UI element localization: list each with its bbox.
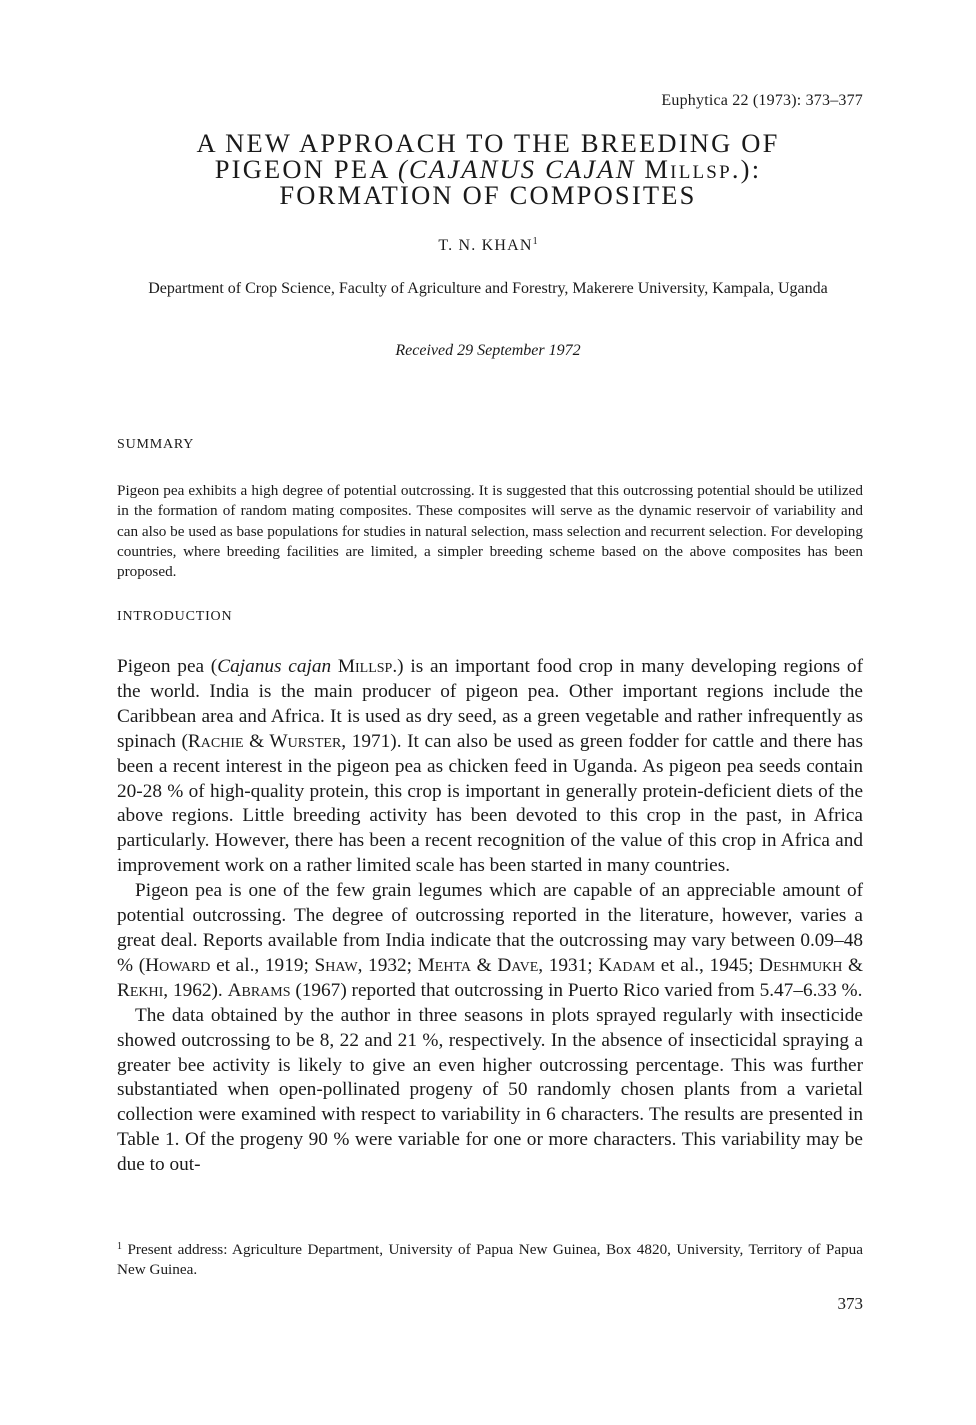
summary-heading: SUMMARY: [117, 437, 195, 452]
title-line-2: [110, 156, 866, 182]
citation-author: Kadam: [598, 954, 656, 976]
text-run: , 1962).: [163, 979, 228, 1001]
article-title: [110, 130, 866, 208]
summary-text: Pigeon pea exhibits a high degree of potential outcrossing. It is suggested that this outcrossing potential should be utilized in the formation of random mating composites. These composites will serve as the dynamic reservoir of variability and can also be used as base populations for studies in natural selection, mass selection and recurrent selection. For developing countries, where breeding facilities are limited, a simpler breeding scheme based on the above composites has been proposed.: [117, 482, 863, 581]
text-run: ) is an important food crop in many developing regions of the world. India is the main producer of pigeon pea. Other important regions include the Caribbean area and Africa. It is used as dry seed, as a green vegetable and rather infrequently as spinach (: [117, 656, 863, 752]
author-affiliation: Department of Crop Science, Faculty of Agriculture and Forestry, Makerere University, Kampala, Uganda: [148, 280, 828, 297]
citation-author: Howard: [145, 954, 211, 976]
title-line-3: FORMATION OF COMPOSITES: [279, 180, 697, 210]
text-run: et al., 1919;: [210, 954, 315, 976]
intro-paragraph-3: The data obtained by the author in three seasons in plots sprayed regularly with insecticide showed outcrossing to be 8, 22 and 21 %, respectively. In the absence of insecticidal spraying a greater bee activity is likely to give an even higher outcrossing percentage. This was further substantiated when open-pollinated progeny of 50 randomly chosen plants from a varietal collection were examined with respect to variability in 6 characters. The results are presented in Table 1. Of the progeny 90 % were variable for one or more characters. This variability may be due to out-: [117, 1004, 863, 1176]
title-species-name: (CAJANUS CAJAN: [397, 154, 636, 184]
title-authority: Millsp.):: [635, 154, 762, 184]
introduction-heading: INTRODUCTION: [117, 609, 233, 624]
footnote-marker: 1: [117, 1241, 122, 1252]
footnote-text: Present address: Agriculture Department, University of Papua New Guinea, Box 4820, University, Territory of Papua New Guinea.: [117, 1241, 863, 1278]
citation-author: Mehta & Dave: [417, 954, 539, 976]
text-run: (1967) reported that outcrossing in Puerto Rico varied from 5.47–6.33 %.: [290, 979, 863, 1001]
text-run: , 1931;: [538, 954, 599, 976]
author-line: [110, 236, 866, 255]
citation-author: Rachie & Wurster: [187, 730, 342, 752]
citation-author: Abrams: [227, 979, 291, 1001]
received-date: Received 29 September 1972: [395, 342, 581, 359]
citation-author: Deshmukh & Rekhi: [117, 954, 863, 1001]
text-run: Pigeon pea (: [117, 656, 218, 677]
species-name: Cajanus cajan: [217, 656, 332, 677]
text-run: et al., 1945;: [655, 954, 760, 976]
intro-paragraph-1: [117, 655, 863, 879]
text-run: , 1971). It can also be used as green fodder for cattle and there has been a recent interest in the pigeon pea as chicken feed in Uganda. As pigeon pea seeds contain 20-28 % of high-quality protein, this crop is important in generally protein-deficient diets of the above regions. Little breeding activity has been devoted to this crop in the past, in Africa particularly. However, there has been a recent recognition of the value of this crop in Africa and improvement work on a rather limited scale has been started in many countries.: [117, 730, 863, 877]
intro-paragraph-2: [117, 879, 863, 1004]
species-authority: Millsp.: [337, 656, 398, 677]
citation-author: Shaw: [314, 954, 358, 976]
author-name: T. N. KHAN: [438, 237, 533, 254]
text-run: , 1932;: [357, 954, 418, 976]
title-line-1: A NEW APPROACH TO THE BREEDING OF: [196, 128, 780, 158]
journal-reference: Euphytica 22 (1973): 373–377: [661, 92, 863, 109]
introduction-body: [117, 655, 863, 1178]
text-run: Pigeon pea is one of the few grain legumes which are capable of an appreciable amount of potential outcrossing. The degree of outcrossing reported in the literature, however, varies a great deal. Reports available from India indicate that the outcrossing may vary between 0.09–48 % (: [117, 880, 863, 976]
title-line-2-start: PIGEON PEA: [214, 154, 398, 184]
footnote: [117, 1237, 863, 1280]
text-run: [331, 656, 338, 677]
author-footnote-marker: 1: [532, 236, 538, 247]
page-number: 373: [837, 1294, 863, 1313]
